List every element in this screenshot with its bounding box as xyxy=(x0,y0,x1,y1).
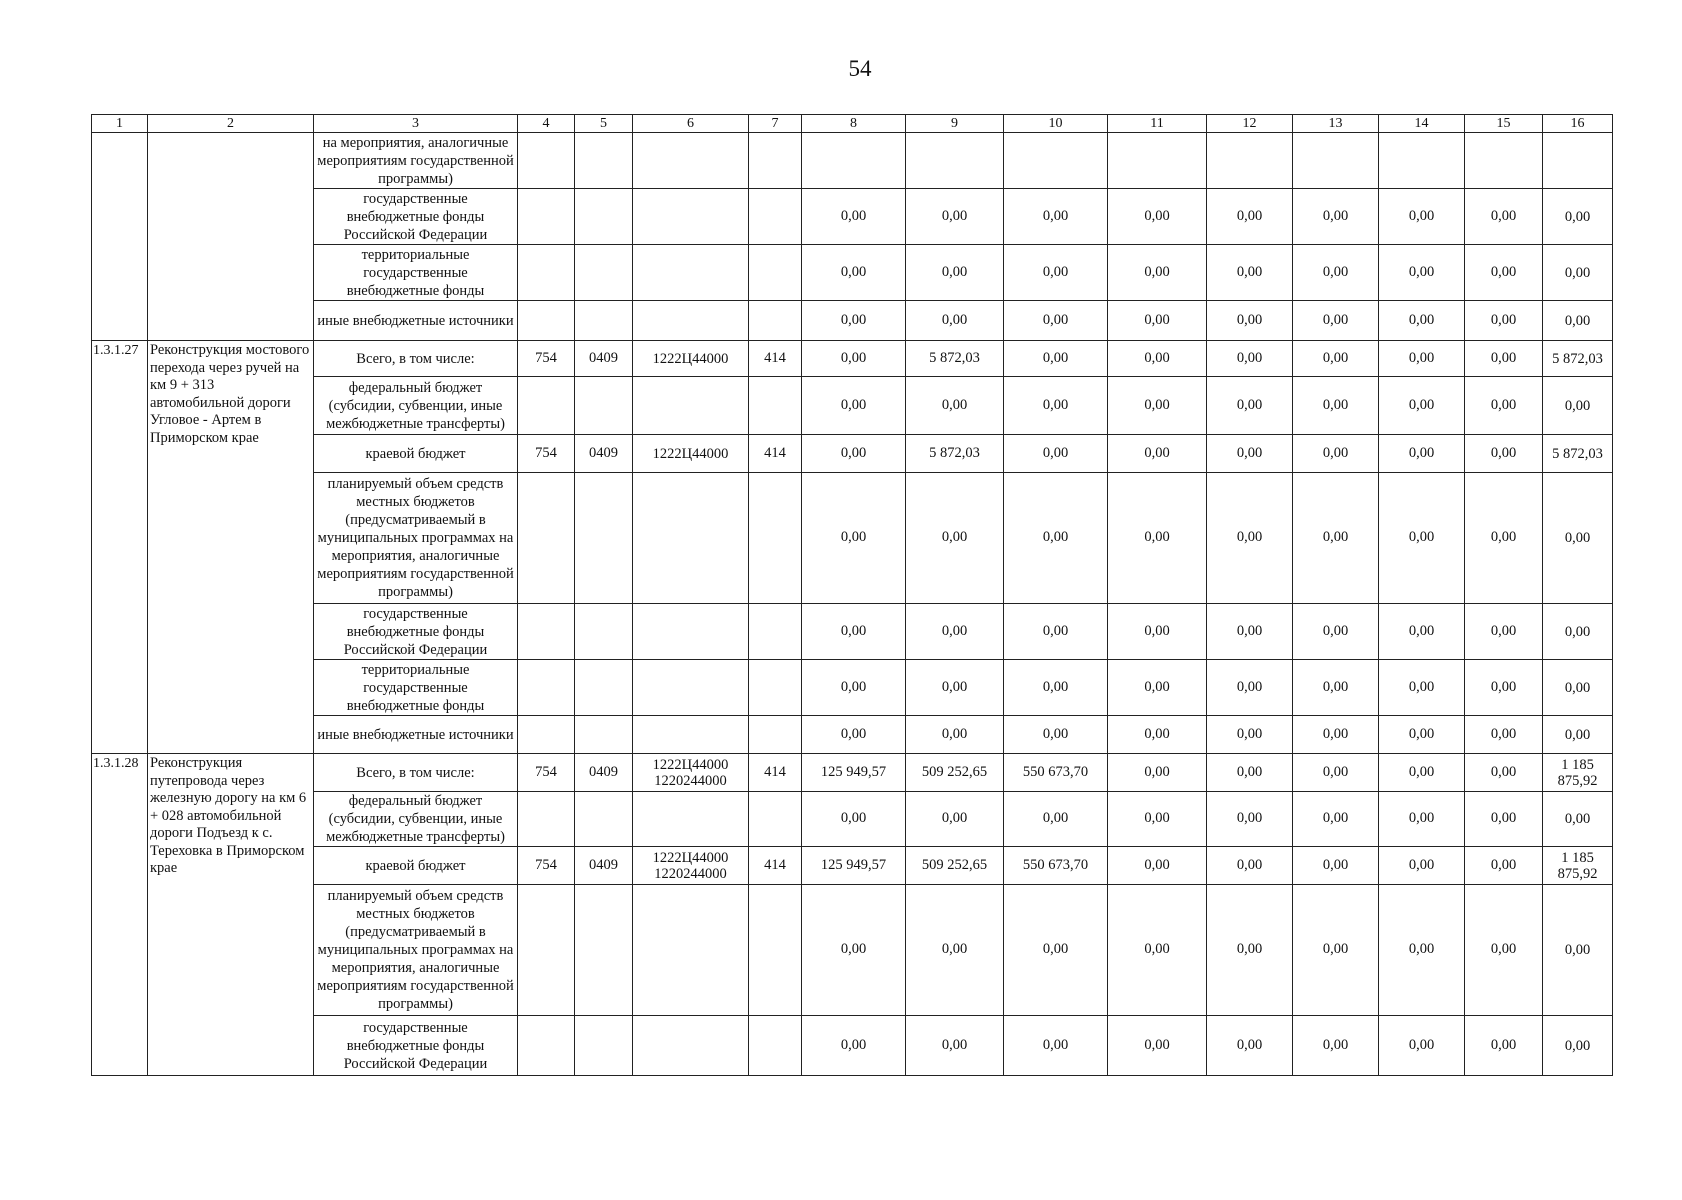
value-cell-col-12: 0,00 xyxy=(1207,792,1293,847)
value-cell-col-13: 0,00 xyxy=(1293,885,1379,1016)
value-cell-col-8: 0,00 xyxy=(802,885,906,1016)
funding-source: государственные внебюджетные фонды Российской Федерации xyxy=(314,189,518,245)
cell-col-4 xyxy=(518,377,575,435)
cell-col-7 xyxy=(749,1016,802,1076)
cell-col-6: 1222Ц44000 1220244000 xyxy=(633,754,749,792)
value-cell-col-8: 0,00 xyxy=(802,473,906,604)
cell-col-6 xyxy=(633,245,749,301)
value-cell-col-15: 0,00 xyxy=(1465,341,1543,377)
table-row xyxy=(92,1016,1613,1076)
value-cell-col-10 xyxy=(1004,133,1108,189)
value-cell-col-15: 0,00 xyxy=(1465,604,1543,660)
value-cell-col-11: 0,00 xyxy=(1108,377,1207,435)
cell-col-6: 1222Ц44000 xyxy=(633,435,749,473)
value-cell-col-16: 0,00 xyxy=(1543,716,1613,754)
table-row xyxy=(92,473,1613,604)
value-cell-col-8: 0,00 xyxy=(802,189,906,245)
cell-col-4: 754 xyxy=(518,341,575,377)
value-cell-col-8: 0,00 xyxy=(802,341,906,377)
table-row xyxy=(92,341,1613,377)
column-number-5: 5 xyxy=(575,115,633,133)
cell-col-7 xyxy=(749,377,802,435)
value-cell-col-14: 0,00 xyxy=(1379,716,1465,754)
value-cell-col-16: 0,00 xyxy=(1543,885,1613,1016)
funding-source: государственные внебюджетные фонды Российской Федерации xyxy=(314,604,518,660)
cell-col-7 xyxy=(749,716,802,754)
value-cell-col-13: 0,00 xyxy=(1293,341,1379,377)
value-cell-col-15: 0,00 xyxy=(1465,792,1543,847)
table-row xyxy=(92,660,1613,716)
table-row xyxy=(92,435,1613,473)
cell-col-6 xyxy=(633,792,749,847)
value-cell-col-10: 0,00 xyxy=(1004,660,1108,716)
value-cell-col-11: 0,00 xyxy=(1108,301,1207,341)
value-cell-col-8: 0,00 xyxy=(802,1016,906,1076)
value-cell-col-15: 0,00 xyxy=(1465,473,1543,604)
cell-col-4 xyxy=(518,792,575,847)
value-cell-col-12: 0,00 xyxy=(1207,1016,1293,1076)
value-cell-col-9: 0,00 xyxy=(906,377,1004,435)
value-cell-col-9: 5 872,03 xyxy=(906,435,1004,473)
cell-col-6 xyxy=(633,885,749,1016)
column-number-15: 15 xyxy=(1465,115,1543,133)
value-cell-col-8: 0,00 xyxy=(802,716,906,754)
value-cell-col-10: 550 673,70 xyxy=(1004,754,1108,792)
cell-col-5 xyxy=(575,604,633,660)
value-cell-col-15: 0,00 xyxy=(1465,189,1543,245)
value-cell-col-10: 0,00 xyxy=(1004,189,1108,245)
value-cell-col-16: 0,00 xyxy=(1543,792,1613,847)
value-cell-col-9: 0,00 xyxy=(906,245,1004,301)
cell-col-7: 414 xyxy=(749,754,802,792)
value-cell-col-11: 0,00 xyxy=(1108,473,1207,604)
cell-col-5 xyxy=(575,1016,633,1076)
table-row xyxy=(92,189,1613,245)
cell-col-7 xyxy=(749,189,802,245)
value-cell-col-9: 509 252,65 xyxy=(906,847,1004,885)
cell-col-4 xyxy=(518,301,575,341)
value-cell-col-8: 0,00 xyxy=(802,435,906,473)
funding-source: Всего, в том числе: xyxy=(314,341,518,377)
column-number-16: 16 xyxy=(1543,115,1613,133)
value-cell-col-8: 0,00 xyxy=(802,245,906,301)
value-cell-col-12: 0,00 xyxy=(1207,377,1293,435)
value-cell-col-16 xyxy=(1543,133,1613,189)
value-cell-col-12: 0,00 xyxy=(1207,885,1293,1016)
value-cell-col-9: 0,00 xyxy=(906,660,1004,716)
value-cell-col-9: 0,00 xyxy=(906,301,1004,341)
cell-col-7 xyxy=(749,660,802,716)
value-cell-col-14: 0,00 xyxy=(1379,604,1465,660)
cell-col-6 xyxy=(633,660,749,716)
value-cell-col-12: 0,00 xyxy=(1207,301,1293,341)
funding-source: территориальные государственные внебюджетные фонды xyxy=(314,245,518,301)
cell-col-7: 414 xyxy=(749,435,802,473)
value-cell-col-16: 0,00 xyxy=(1543,377,1613,435)
cell-col-6 xyxy=(633,189,749,245)
cell-col-4 xyxy=(518,473,575,604)
item-name: Реконструкция мостового перехода через ручей на км 9 + 313 автомобильной дороги Угловое - Артем в Приморском крае xyxy=(148,341,314,754)
value-cell-col-16: 0,00 xyxy=(1543,245,1613,301)
value-cell-col-11: 0,00 xyxy=(1108,716,1207,754)
value-cell-col-9: 0,00 xyxy=(906,189,1004,245)
column-number-12: 12 xyxy=(1207,115,1293,133)
value-cell-col-12 xyxy=(1207,133,1293,189)
cell-col-7 xyxy=(749,133,802,189)
funding-source: федеральный бюджет (субсидии, субвенции, иные межбюджетные трансферты) xyxy=(314,377,518,435)
value-cell-col-13: 0,00 xyxy=(1293,435,1379,473)
cell-col-7 xyxy=(749,301,802,341)
funding-source: краевой бюджет xyxy=(314,435,518,473)
value-cell-col-14: 0,00 xyxy=(1379,377,1465,435)
cell-col-7: 414 xyxy=(749,341,802,377)
value-cell-col-10: 0,00 xyxy=(1004,792,1108,847)
funding-source: на мероприятия, аналогичные мероприятиям государственной программы) xyxy=(314,133,518,189)
item-code: 1.3.1.28 xyxy=(92,754,148,1076)
cell-col-5 xyxy=(575,792,633,847)
table-row xyxy=(92,885,1613,1016)
value-cell-col-14: 0,00 xyxy=(1379,847,1465,885)
cell-col-7: 414 xyxy=(749,847,802,885)
value-cell-col-10: 0,00 xyxy=(1004,341,1108,377)
budget-table xyxy=(91,114,1613,1076)
cell-col-4 xyxy=(518,1016,575,1076)
item-code: 1.3.1.27 xyxy=(92,341,148,754)
value-cell-col-9: 0,00 xyxy=(906,792,1004,847)
value-cell-col-10: 0,00 xyxy=(1004,301,1108,341)
value-cell-col-8: 125 949,57 xyxy=(802,847,906,885)
cell-col-6 xyxy=(633,716,749,754)
value-cell-col-12: 0,00 xyxy=(1207,716,1293,754)
cell-col-6 xyxy=(633,301,749,341)
value-cell-col-16: 0,00 xyxy=(1543,189,1613,245)
value-cell-col-15: 0,00 xyxy=(1465,377,1543,435)
value-cell-col-12: 0,00 xyxy=(1207,245,1293,301)
cell-col-5: 0409 xyxy=(575,341,633,377)
value-cell-col-11: 0,00 xyxy=(1108,189,1207,245)
cell-col-4 xyxy=(518,885,575,1016)
funding-source: краевой бюджет xyxy=(314,847,518,885)
value-cell-col-15: 0,00 xyxy=(1465,847,1543,885)
column-number-14: 14 xyxy=(1379,115,1465,133)
value-cell-col-13: 0,00 xyxy=(1293,716,1379,754)
cell-col-7 xyxy=(749,245,802,301)
value-cell-col-8: 0,00 xyxy=(802,377,906,435)
cell-col-7 xyxy=(749,473,802,604)
cell-col-4: 754 xyxy=(518,847,575,885)
cell-col-4 xyxy=(518,716,575,754)
cell-col-4 xyxy=(518,189,575,245)
value-cell-col-14: 0,00 xyxy=(1379,792,1465,847)
column-number-8: 8 xyxy=(802,115,906,133)
column-number-row xyxy=(92,115,1613,133)
value-cell-col-11: 0,00 xyxy=(1108,341,1207,377)
cell-col-7 xyxy=(749,792,802,847)
value-cell-col-14: 0,00 xyxy=(1379,660,1465,716)
value-cell-col-15: 0,00 xyxy=(1465,301,1543,341)
value-cell-col-11: 0,00 xyxy=(1108,435,1207,473)
column-number-11: 11 xyxy=(1108,115,1207,133)
value-cell-col-14: 0,00 xyxy=(1379,473,1465,604)
cell-col-4: 754 xyxy=(518,754,575,792)
funding-source: планируемый объем средств местных бюджетов (предусматриваемый в муниципальных программах на мероприятия, аналогичные мероприятиям государственной программы) xyxy=(314,473,518,604)
value-cell-col-10: 0,00 xyxy=(1004,245,1108,301)
funding-source: планируемый объем средств местных бюджетов (предусматриваемый в муниципальных программах на мероприятия, аналогичные мероприятиям государственной программы) xyxy=(314,885,518,1016)
value-cell-col-11: 0,00 xyxy=(1108,885,1207,1016)
value-cell-col-13: 0,00 xyxy=(1293,754,1379,792)
value-cell-col-8: 0,00 xyxy=(802,604,906,660)
table-row xyxy=(92,301,1613,341)
funding-source: Всего, в том числе: xyxy=(314,754,518,792)
value-cell-col-13: 0,00 xyxy=(1293,473,1379,604)
value-cell-col-9: 5 872,03 xyxy=(906,341,1004,377)
value-cell-col-13: 0,00 xyxy=(1293,301,1379,341)
value-cell-col-11 xyxy=(1108,133,1207,189)
value-cell-col-15: 0,00 xyxy=(1465,754,1543,792)
value-cell-col-8 xyxy=(802,133,906,189)
cell-col-5 xyxy=(575,189,633,245)
value-cell-col-14: 0,00 xyxy=(1379,341,1465,377)
value-cell-col-11: 0,00 xyxy=(1108,847,1207,885)
value-cell-col-12: 0,00 xyxy=(1207,754,1293,792)
value-cell-col-9: 0,00 xyxy=(906,473,1004,604)
value-cell-col-11: 0,00 xyxy=(1108,660,1207,716)
value-cell-col-16: 5 872,03 xyxy=(1543,435,1613,473)
value-cell-col-14: 0,00 xyxy=(1379,1016,1465,1076)
value-cell-col-14: 0,00 xyxy=(1379,885,1465,1016)
value-cell-col-16: 1 185 875,92 xyxy=(1543,847,1613,885)
value-cell-col-9 xyxy=(906,133,1004,189)
value-cell-col-10: 0,00 xyxy=(1004,1016,1108,1076)
table-row xyxy=(92,754,1613,792)
value-cell-col-8: 0,00 xyxy=(802,792,906,847)
funding-source: федеральный бюджет (субсидии, субвенции, иные межбюджетные трансферты) xyxy=(314,792,518,847)
cell-col-5 xyxy=(575,301,633,341)
value-cell-col-11: 0,00 xyxy=(1108,792,1207,847)
item-name xyxy=(148,133,314,341)
cell-col-5 xyxy=(575,716,633,754)
column-number-2: 2 xyxy=(148,115,314,133)
value-cell-col-15: 0,00 xyxy=(1465,716,1543,754)
value-cell-col-13: 0,00 xyxy=(1293,604,1379,660)
table-row xyxy=(92,847,1613,885)
cell-col-6: 1222Ц44000 xyxy=(633,341,749,377)
value-cell-col-12: 0,00 xyxy=(1207,341,1293,377)
value-cell-col-16: 1 185 875,92 xyxy=(1543,754,1613,792)
value-cell-col-11: 0,00 xyxy=(1108,245,1207,301)
column-number-6: 6 xyxy=(633,115,749,133)
cell-col-5: 0409 xyxy=(575,754,633,792)
cell-col-5 xyxy=(575,473,633,604)
column-number-9: 9 xyxy=(906,115,1004,133)
value-cell-col-16: 0,00 xyxy=(1543,1016,1613,1076)
funding-source: иные внебюджетные источники xyxy=(314,301,518,341)
cell-col-6: 1222Ц44000 1220244000 xyxy=(633,847,749,885)
cell-col-4 xyxy=(518,660,575,716)
value-cell-col-15: 0,00 xyxy=(1465,245,1543,301)
value-cell-col-8: 0,00 xyxy=(802,301,906,341)
value-cell-col-10: 0,00 xyxy=(1004,885,1108,1016)
value-cell-col-16: 5 872,03 xyxy=(1543,341,1613,377)
table-row xyxy=(92,133,1613,189)
value-cell-col-12: 0,00 xyxy=(1207,435,1293,473)
cell-col-5 xyxy=(575,245,633,301)
value-cell-col-9: 0,00 xyxy=(906,604,1004,660)
value-cell-col-13 xyxy=(1293,133,1379,189)
value-cell-col-14: 0,00 xyxy=(1379,301,1465,341)
cell-col-5 xyxy=(575,377,633,435)
value-cell-col-10: 0,00 xyxy=(1004,377,1108,435)
funding-source: государственные внебюджетные фонды Российской Федерации xyxy=(314,1016,518,1076)
value-cell-col-14 xyxy=(1379,133,1465,189)
column-number-7: 7 xyxy=(749,115,802,133)
value-cell-col-15: 0,00 xyxy=(1465,435,1543,473)
value-cell-col-13: 0,00 xyxy=(1293,377,1379,435)
column-number-13: 13 xyxy=(1293,115,1379,133)
value-cell-col-14: 0,00 xyxy=(1379,435,1465,473)
value-cell-col-14: 0,00 xyxy=(1379,754,1465,792)
cell-col-5: 0409 xyxy=(575,847,633,885)
funding-source: территориальные государственные внебюджетные фонды xyxy=(314,660,518,716)
value-cell-col-8: 0,00 xyxy=(802,660,906,716)
cell-col-6 xyxy=(633,604,749,660)
value-cell-col-15 xyxy=(1465,133,1543,189)
value-cell-col-13: 0,00 xyxy=(1293,189,1379,245)
cell-col-4: 754 xyxy=(518,435,575,473)
cell-col-7 xyxy=(749,885,802,1016)
value-cell-col-13: 0,00 xyxy=(1293,660,1379,716)
column-number-3: 3 xyxy=(314,115,518,133)
value-cell-col-10: 0,00 xyxy=(1004,473,1108,604)
value-cell-col-13: 0,00 xyxy=(1293,1016,1379,1076)
cell-col-4 xyxy=(518,133,575,189)
value-cell-col-16: 0,00 xyxy=(1543,604,1613,660)
page-number: 54 xyxy=(848,56,872,81)
value-cell-col-11: 0,00 xyxy=(1108,1016,1207,1076)
value-cell-col-12: 0,00 xyxy=(1207,604,1293,660)
value-cell-col-16: 0,00 xyxy=(1543,660,1613,716)
value-cell-col-10: 0,00 xyxy=(1004,604,1108,660)
value-cell-col-10: 0,00 xyxy=(1004,435,1108,473)
funding-source: иные внебюджетные источники xyxy=(314,716,518,754)
cell-col-4 xyxy=(518,604,575,660)
cell-col-5 xyxy=(575,885,633,1016)
cell-col-6 xyxy=(633,473,749,604)
table-row xyxy=(92,716,1613,754)
value-cell-col-9: 0,00 xyxy=(906,716,1004,754)
cell-col-5 xyxy=(575,133,633,189)
value-cell-col-12: 0,00 xyxy=(1207,189,1293,245)
cell-col-6 xyxy=(633,377,749,435)
value-cell-col-9: 509 252,65 xyxy=(906,754,1004,792)
column-number-1: 1 xyxy=(92,115,148,133)
value-cell-col-16: 0,00 xyxy=(1543,301,1613,341)
value-cell-col-12: 0,00 xyxy=(1207,473,1293,604)
item-code xyxy=(92,133,148,341)
table-body xyxy=(92,115,1613,1076)
value-cell-col-15: 0,00 xyxy=(1465,660,1543,716)
table-row xyxy=(92,604,1613,660)
value-cell-col-10: 550 673,70 xyxy=(1004,847,1108,885)
table-row xyxy=(92,245,1613,301)
value-cell-col-12: 0,00 xyxy=(1207,847,1293,885)
column-number-4: 4 xyxy=(518,115,575,133)
value-cell-col-15: 0,00 xyxy=(1465,885,1543,1016)
value-cell-col-15: 0,00 xyxy=(1465,1016,1543,1076)
value-cell-col-11: 0,00 xyxy=(1108,754,1207,792)
value-cell-col-9: 0,00 xyxy=(906,1016,1004,1076)
value-cell-col-9: 0,00 xyxy=(906,885,1004,1016)
value-cell-col-13: 0,00 xyxy=(1293,245,1379,301)
value-cell-col-12: 0,00 xyxy=(1207,660,1293,716)
table-row xyxy=(92,377,1613,435)
cell-col-7 xyxy=(749,604,802,660)
value-cell-col-10: 0,00 xyxy=(1004,716,1108,754)
cell-col-4 xyxy=(518,245,575,301)
cell-col-6 xyxy=(633,1016,749,1076)
table-row xyxy=(92,792,1613,847)
item-name: Реконструкция путепровода через железную дорогу на км 6 + 028 автомобильной дороги Подъезд к с. Тереховка в Приморском крае xyxy=(148,754,314,1076)
value-cell-col-14: 0,00 xyxy=(1379,245,1465,301)
value-cell-col-14: 0,00 xyxy=(1379,189,1465,245)
value-cell-col-16: 0,00 xyxy=(1543,473,1613,604)
column-number-10: 10 xyxy=(1004,115,1108,133)
value-cell-col-8: 125 949,57 xyxy=(802,754,906,792)
value-cell-col-11: 0,00 xyxy=(1108,604,1207,660)
value-cell-col-13: 0,00 xyxy=(1293,792,1379,847)
cell-col-6 xyxy=(633,133,749,189)
cell-col-5: 0409 xyxy=(575,435,633,473)
value-cell-col-13: 0,00 xyxy=(1293,847,1379,885)
cell-col-5 xyxy=(575,660,633,716)
